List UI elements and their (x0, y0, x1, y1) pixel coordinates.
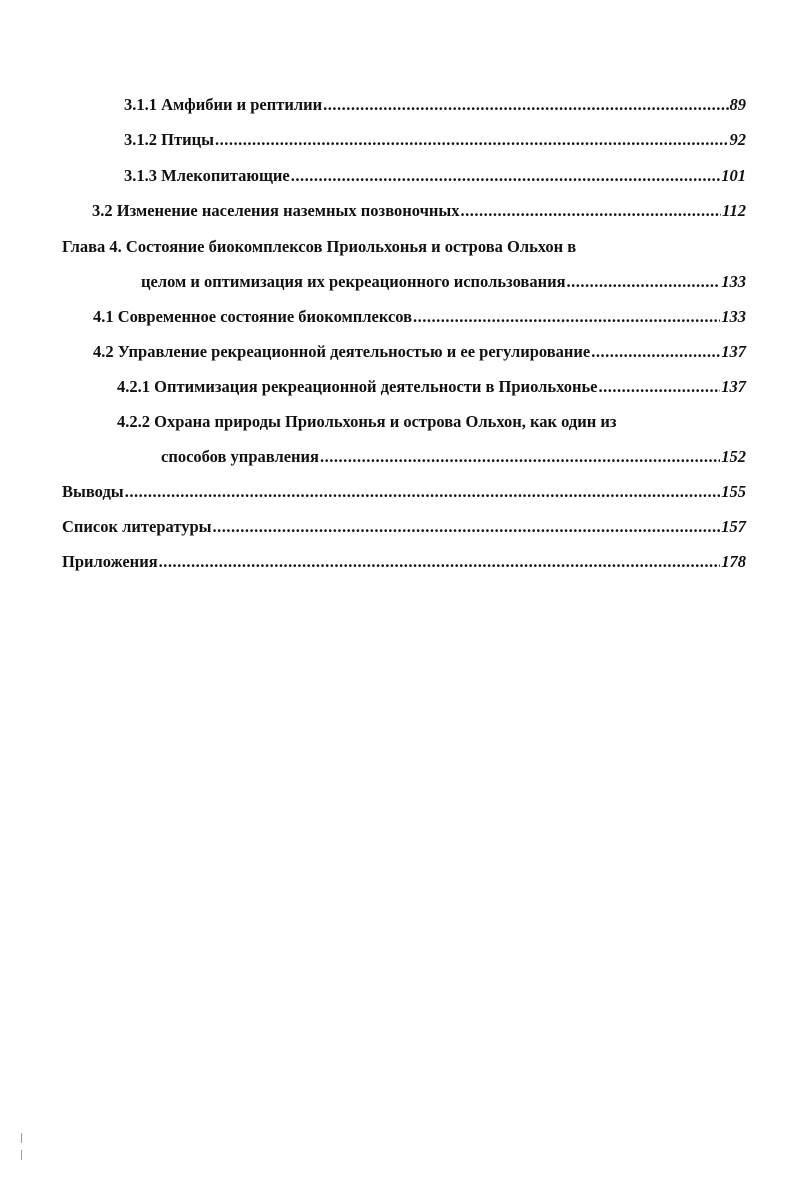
toc-entry-page: 155 (721, 482, 746, 501)
toc-entry-title: 4.2 Управление рекреационной деятельностью и ее регулирование (93, 342, 591, 361)
dot-leader (567, 272, 721, 292)
toc-entry-3-1-2[interactable] (124, 130, 746, 164)
dot-leader (413, 307, 720, 327)
dot-leader (599, 377, 721, 397)
toc-entry-title: 3.1.3 Млекопитающие (124, 166, 290, 185)
toc-entry-title: 4.2.2 Охрана природы Приольхонья и острова Ольхон, как один из (117, 412, 617, 431)
dot-leader (291, 166, 720, 186)
toc-entry-page: 133 (721, 272, 746, 291)
toc-entry-title: целом и оптимизация их рекреационного использования (141, 272, 566, 291)
toc-entry-4-2-1[interactable] (117, 377, 746, 411)
toc-entry-page: 157 (721, 517, 746, 536)
toc-entry-conclusions[interactable] (62, 482, 746, 516)
dot-leader (323, 95, 728, 115)
toc-entry-4-2-2-cont[interactable] (161, 447, 746, 481)
toc-entry-page: 92 (729, 130, 746, 149)
toc-entry-page: 152 (721, 447, 746, 466)
toc-entry-references[interactable] (62, 517, 746, 551)
toc-entry-title: 3.1.1 Амфибии и рептилии (124, 95, 323, 114)
toc-entry-appendices[interactable] (62, 552, 746, 586)
dot-leader (215, 130, 729, 150)
dot-leader (461, 201, 722, 221)
toc-entry-page: 112 (722, 201, 746, 220)
dot-leader (320, 447, 720, 467)
dot-leader (213, 517, 721, 537)
toc-entry-4-2[interactable] (93, 342, 746, 376)
toc-entry-chapter-4-cont[interactable] (141, 272, 746, 306)
scan-edge-mark (21, 1150, 22, 1160)
toc-entry-3-2[interactable] (92, 201, 746, 235)
toc-entry-page: 178 (721, 552, 746, 571)
toc-entry-title: 3.1.2 Птицы (124, 130, 214, 149)
toc-entry-title: Выводы (62, 482, 124, 501)
toc-entry-title: Приложения (62, 552, 158, 571)
toc-entry-page: 89 (729, 95, 746, 114)
toc-entry-page: 137 (721, 342, 746, 361)
toc-entry-4-1[interactable] (93, 307, 746, 341)
toc-entry-title: 4.1 Современное состояние биокомплексов (93, 307, 413, 326)
dot-leader (159, 552, 721, 572)
dot-leader (591, 342, 720, 362)
toc-entry-title: Глава 4. Состояние биокомплексов Приольхонья и острова Ольхон в (62, 237, 577, 256)
toc-entry-title: способов управления (161, 447, 319, 466)
toc-entry-page: 101 (721, 166, 746, 185)
toc-entry-3-1-3[interactable] (124, 166, 746, 200)
toc-entry-page: 133 (721, 307, 746, 326)
toc-entry-title: Список литературы (62, 517, 212, 536)
toc-entry-title: 4.2.1 Оптимизация рекреационной деятельности в Приольхонье (117, 377, 598, 396)
toc-entry-title: 3.2 Изменение населения наземных позвоночных (92, 201, 460, 220)
toc-entry-4-2-2[interactable] (117, 412, 617, 432)
toc-entry-chapter-4[interactable] (62, 237, 576, 257)
toc-entry-page: 137 (721, 377, 746, 396)
scan-edge-mark (21, 1133, 22, 1143)
toc-entry-3-1-1[interactable] (124, 95, 746, 129)
dot-leader (125, 482, 721, 502)
